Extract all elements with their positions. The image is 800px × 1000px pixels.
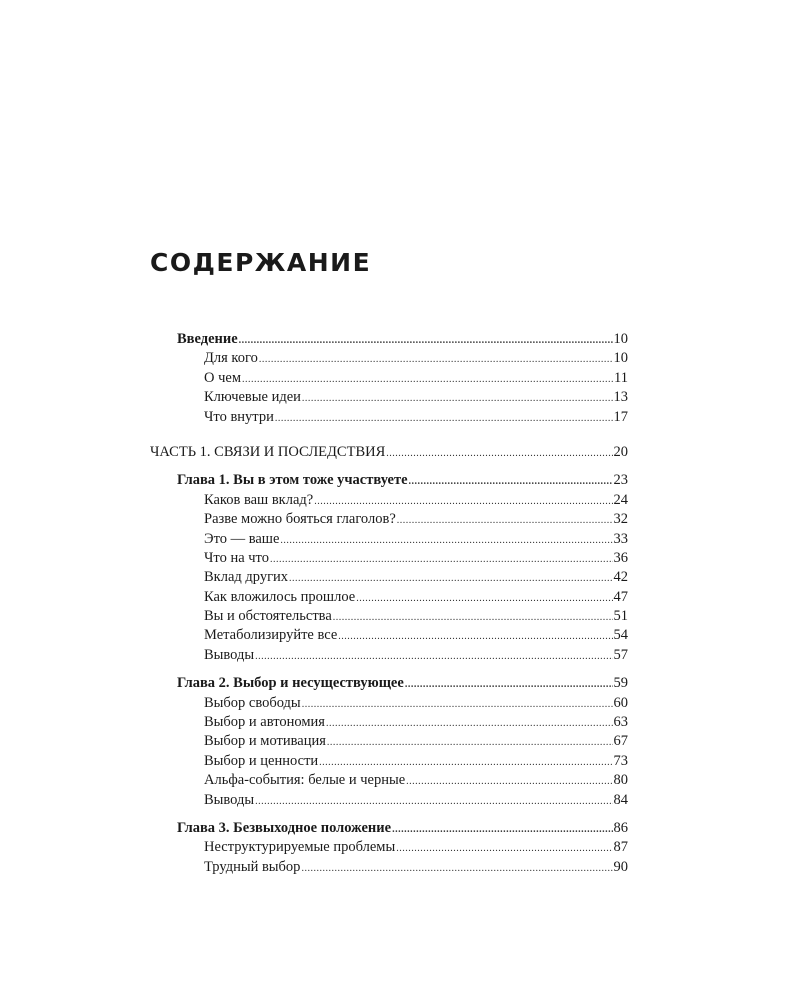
toc-entry-label: Что на что <box>204 549 269 566</box>
toc-entry-chapter-2[interactable] <box>150 674 628 693</box>
toc-subentry[interactable] <box>150 752 628 771</box>
dot-leader <box>302 695 613 713</box>
toc-entry-label: Выбор свободы <box>204 694 301 711</box>
toc-entry-label: Выводы <box>204 791 255 808</box>
toc-page-number: 33 <box>613 530 628 547</box>
toc-page-number: 23 <box>613 472 628 489</box>
toc-subentry[interactable] <box>150 388 628 407</box>
toc-entry-label: Это — ваше <box>204 530 280 547</box>
toc-entry-chapter-3[interactable] <box>150 819 628 838</box>
dot-leader <box>314 492 612 510</box>
dot-leader <box>275 409 613 427</box>
toc-entry-label: Неструктурируемые проблемы <box>204 839 396 856</box>
toc-subentry[interactable] <box>150 510 628 529</box>
toc-page-number: 17 <box>613 408 628 425</box>
toc-page-number: 24 <box>613 491 628 508</box>
toc-subentry[interactable] <box>150 491 628 510</box>
dot-leader <box>259 350 613 368</box>
toc-subentry[interactable] <box>150 791 628 810</box>
page-title: СОДЕРЖАНИЕ <box>150 248 372 277</box>
toc-subentry[interactable] <box>150 568 628 587</box>
dot-leader <box>280 531 612 549</box>
toc-entry-label: Глава 3. Безвыходное положение <box>177 819 392 836</box>
dot-leader <box>386 444 612 462</box>
toc-page-number: 57 <box>613 646 628 663</box>
dot-leader <box>406 772 612 790</box>
dot-leader <box>242 370 613 388</box>
toc-subentry[interactable] <box>150 349 628 368</box>
toc-page-number: 51 <box>613 608 628 625</box>
toc-page-number: 47 <box>613 588 628 605</box>
toc-page-number: 63 <box>613 714 628 731</box>
dot-leader <box>405 675 613 693</box>
dot-leader <box>409 472 613 490</box>
toc-page-number: 11 <box>614 369 628 386</box>
toc-subentry[interactable] <box>150 626 628 645</box>
dot-leader <box>397 511 613 529</box>
toc-page-number: 42 <box>613 569 628 586</box>
dot-leader <box>289 569 612 587</box>
toc-entry-label: Альфа-события: белые и черные <box>204 772 406 789</box>
toc-page-number: 73 <box>613 752 628 769</box>
toc-entry-label: Глава 2. Выбор и несуществующее <box>177 675 404 692</box>
toc-page-number: 36 <box>613 549 628 566</box>
dot-leader <box>326 714 613 732</box>
dot-leader <box>255 792 612 810</box>
toc-entry-label: Выбор и ценности <box>204 752 319 769</box>
dot-leader <box>327 733 613 751</box>
toc-subentry[interactable] <box>150 858 628 877</box>
dot-leader <box>270 550 613 568</box>
dot-leader <box>338 627 612 645</box>
toc-page-number: 54 <box>613 627 628 644</box>
toc-entry-label: Метаболизируйте все <box>204 627 338 644</box>
toc-subentry[interactable] <box>150 646 628 665</box>
toc-entry-label: Ключевые идеи <box>204 389 301 406</box>
dot-leader <box>319 753 612 771</box>
toc-entry-chapter-1[interactable] <box>150 471 628 490</box>
toc-subentry[interactable] <box>150 588 628 607</box>
toc-entry-label: Как вложилось прошлое <box>204 588 356 605</box>
toc-subentry[interactable] <box>150 369 628 388</box>
dot-leader <box>396 839 612 857</box>
toc-entry-label: Выводы <box>204 646 255 663</box>
toc-entry-part-1[interactable] <box>150 443 628 462</box>
toc-entry-label: Выбор и мотивация <box>204 733 326 750</box>
dot-leader <box>239 331 613 349</box>
dot-leader <box>392 820 612 838</box>
dot-leader <box>255 647 612 665</box>
toc-subentry[interactable] <box>150 549 628 568</box>
toc-page-number: 80 <box>613 772 628 789</box>
toc-subentry[interactable] <box>150 838 628 857</box>
toc-entry-label: ЧАСТЬ 1. СВЯЗИ И ПОСЛЕДСТВИЯ <box>150 443 386 460</box>
toc-entry-label: Каков ваш вклад? <box>204 491 314 508</box>
toc-subentry[interactable] <box>150 771 628 790</box>
toc-page-number: 20 <box>613 443 628 460</box>
toc-entry-label: Разве можно бояться глаголов? <box>204 511 396 528</box>
toc-subentry[interactable] <box>150 607 628 626</box>
toc-entry-label: Вы и обстоятельства <box>204 608 332 625</box>
toc-entry-label: Введение <box>177 331 238 347</box>
toc-page-number: 13 <box>613 389 628 406</box>
toc-page-number: 60 <box>613 694 628 711</box>
toc-entry-label: Вклад других <box>204 569 289 586</box>
toc-page-number: 84 <box>613 791 628 808</box>
toc-subentry[interactable] <box>150 408 628 427</box>
toc-page-number: 10 <box>613 350 628 367</box>
toc-entry-introduction[interactable] <box>150 330 628 349</box>
dot-leader <box>302 389 613 407</box>
toc-subentry[interactable] <box>150 713 628 732</box>
toc-page-number: 90 <box>613 858 628 875</box>
table-of-contents <box>150 330 628 877</box>
toc-subentry[interactable] <box>150 694 628 713</box>
toc-page-number: 59 <box>613 675 628 692</box>
dot-leader <box>356 589 612 607</box>
toc-subentry[interactable] <box>150 530 628 549</box>
toc-page-number: 86 <box>613 819 628 836</box>
toc-entry-label: Трудный выбор <box>204 858 301 875</box>
toc-page-number: 32 <box>613 511 628 528</box>
dot-leader <box>333 608 613 626</box>
toc-subentry[interactable] <box>150 732 628 751</box>
toc-entry-label: Выбор и автономия <box>204 714 325 731</box>
dot-leader <box>301 859 612 877</box>
toc-page-number: 87 <box>613 839 628 856</box>
toc-entry-label: Для кого <box>204 350 258 367</box>
toc-entry-label: Что внутри <box>204 408 274 425</box>
toc-entry-label: О чем <box>204 369 242 386</box>
toc-entry-label: Глава 1. Вы в этом тоже участвуете <box>177 472 408 489</box>
toc-page-number: 10 <box>613 331 628 347</box>
toc-page-number: 67 <box>613 733 628 750</box>
